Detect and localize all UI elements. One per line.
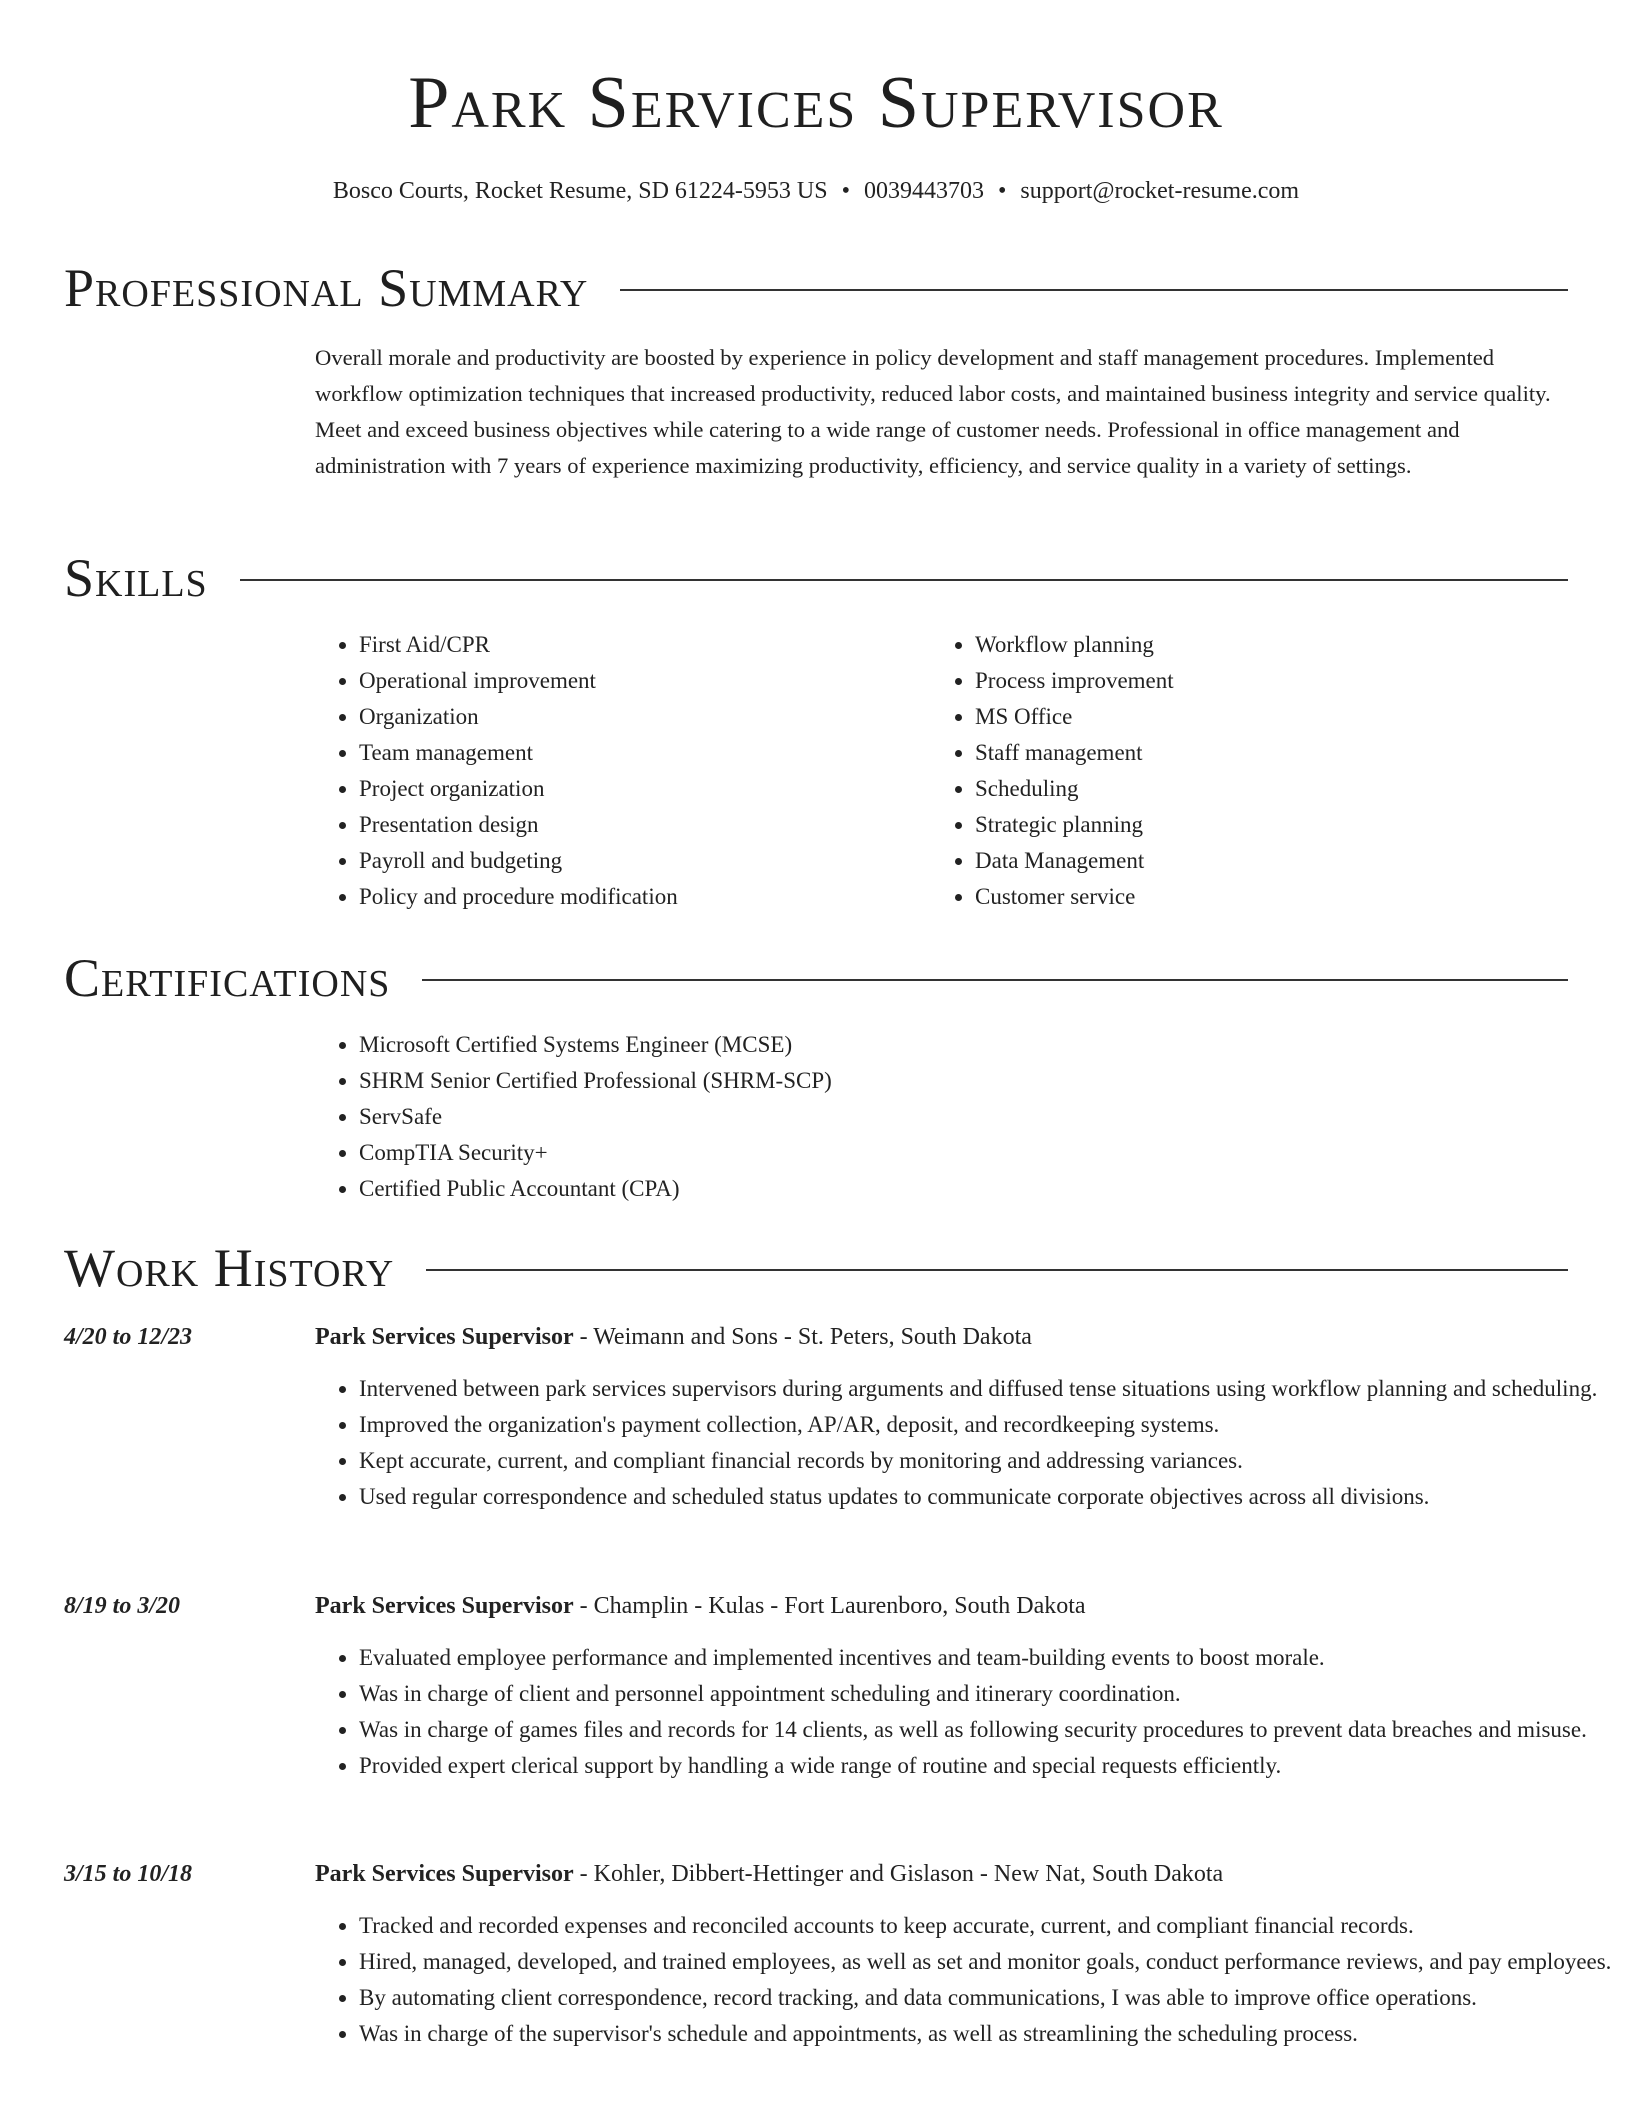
job-bullet: • By automating client correspondence, record tracking, and data communications, I was able to improve office operations. bbox=[359, 1980, 1625, 2016]
skill-item: • Payroll and budgeting bbox=[359, 843, 875, 879]
section-title-work-history: Work History bbox=[64, 1238, 395, 1298]
job-bullet: • Was in charge of client and personnel appointment scheduling and itinerary coordination. bbox=[359, 1676, 1625, 1712]
job-employer: - Champlin - Kulas - Fort Laurenboro, South Dakota bbox=[573, 1593, 1086, 1619]
job-bullet: • Improved the organization's payment collection, AP/AR, deposit, and recordkeeping systems. bbox=[359, 1407, 1625, 1443]
skill-item: • Workflow planning bbox=[975, 627, 1491, 663]
job-bullet: • Was in charge of games files and records for 14 clients, as well as following security procedures to prevent data breaches and misuse. bbox=[359, 1712, 1625, 1748]
contact-email: support@rocket-resume.com bbox=[1020, 178, 1300, 204]
skill-item: • Team management bbox=[359, 735, 875, 771]
job-bullet: • Hired, managed, developed, and trained employees, as well as set and monitor goals, conduct performance reviews, and pay employees. bbox=[359, 1944, 1625, 1980]
summary-text: Overall morale and productivity are boosted by experience in policy development and staff management procedures. Implemented workflow optimization techniques that increased productivity, reduced labor costs, and maintained business integrity and service quality. Meet and exceed business objectives while catering to a wide range of customer needs. Professional in office management and administration with 7 years of experience maximizing productivity, efficiency, and service quality in a variety of settings. bbox=[315, 345, 1551, 478]
certification-item: • CompTIA Security+ bbox=[359, 1135, 1515, 1171]
skill-item: • Operational improvement bbox=[359, 663, 875, 699]
certification-item: • Microsoft Certified Systems Engineer (MCSE) bbox=[359, 1027, 1515, 1063]
job-heading bbox=[315, 1319, 1565, 1355]
skill-item: • First Aid/CPR bbox=[359, 627, 875, 663]
job-bullet: • Kept accurate, current, and compliant financial records by monitoring and addressing variances. bbox=[359, 1443, 1625, 1479]
job-bullets bbox=[315, 1908, 1625, 2052]
job-employer: - Weimann and Sons - St. Peters, South Dakota bbox=[573, 1324, 1032, 1350]
job-bullet: • Evaluated employee performance and implemented incentives and team-building events to boost morale. bbox=[359, 1640, 1625, 1676]
skill-item: • Strategic planning bbox=[975, 807, 1491, 843]
job-bullet: • Was in charge of the supervisor's schedule and appointments, as well as streamlining the scheduling process. bbox=[359, 2016, 1625, 2052]
certification-item: • SHRM Senior Certified Professional (SHRM-SCP) bbox=[359, 1063, 1515, 1099]
job-dates: 4/20 to 12/23 bbox=[64, 1324, 193, 1350]
contact-separator: • bbox=[841, 178, 850, 204]
skill-item: • Policy and procedure modification bbox=[359, 879, 875, 915]
contact-phone: 0039443703 bbox=[863, 178, 984, 204]
section-divider bbox=[426, 1269, 1568, 1271]
skill-item: • Staff management bbox=[975, 735, 1491, 771]
candidate-name: Park Services Supervisor bbox=[408, 62, 1224, 144]
skill-item: • Project organization bbox=[359, 771, 875, 807]
certification-item: • Certified Public Accountant (CPA) bbox=[359, 1171, 1515, 1207]
certifications-list bbox=[315, 1027, 1515, 1207]
skill-item: • Data Management bbox=[975, 843, 1491, 879]
job-dates: 8/19 to 3/20 bbox=[64, 1593, 181, 1619]
job-bullet: • Used regular correspondence and scheduled status updates to communicate corporate objectives across all divisions. bbox=[359, 1479, 1625, 1515]
section-divider bbox=[240, 579, 1568, 581]
job-heading bbox=[315, 1588, 1565, 1624]
skill-item: • MS Office bbox=[975, 699, 1491, 735]
job-title: Park Services Supervisor bbox=[315, 1324, 574, 1350]
skill-item: • Process improvement bbox=[975, 663, 1491, 699]
skills-column-right bbox=[931, 627, 1491, 915]
job-bullets bbox=[315, 1640, 1625, 1784]
job-bullets bbox=[315, 1371, 1625, 1515]
skill-item: • Scheduling bbox=[975, 771, 1491, 807]
certifications-section-header bbox=[64, 946, 1568, 1010]
section-title-skills: Skills bbox=[64, 548, 208, 608]
job-title: Park Services Supervisor bbox=[315, 1861, 574, 1887]
job-bullet: • Tracked and recorded expenses and reconciled accounts to keep accurate, current, and compliant financial records. bbox=[359, 1908, 1625, 1944]
job-bullet: • Intervened between park services supervisors during arguments and diffused tense situations using workflow planning and scheduling. bbox=[359, 1371, 1625, 1407]
contact-line bbox=[0, 174, 1632, 208]
section-divider bbox=[422, 979, 1568, 981]
skill-item: • Presentation design bbox=[359, 807, 875, 843]
contact-separator: • bbox=[997, 178, 1007, 204]
summary-section-header bbox=[64, 256, 1568, 320]
job-employer: - Kohler, Dibbert-Hettinger and Gislason - New Nat, South Dakota bbox=[573, 1861, 1224, 1887]
skills-section-header bbox=[64, 546, 1568, 610]
section-divider bbox=[620, 289, 1568, 291]
job-heading bbox=[315, 1856, 1565, 1892]
skill-item: • Organization bbox=[359, 699, 875, 735]
work-history-section-header bbox=[64, 1236, 1568, 1300]
job-bullet: • Provided expert clerical support by handling a wide range of routine and special requests efficiently. bbox=[359, 1748, 1625, 1784]
section-title-summary: Professional Summary bbox=[64, 258, 589, 318]
certification-item: • ServSafe bbox=[359, 1099, 1515, 1135]
contact-address: Bosco Courts, Rocket Resume, SD 61224-5953 US bbox=[332, 178, 828, 204]
skills-column-left bbox=[315, 627, 875, 915]
skill-item: • Customer service bbox=[975, 879, 1491, 915]
job-dates: 3/15 to 10/18 bbox=[64, 1861, 193, 1887]
job-title: Park Services Supervisor bbox=[315, 1593, 574, 1619]
section-title-certifications: Certifications bbox=[64, 948, 391, 1008]
